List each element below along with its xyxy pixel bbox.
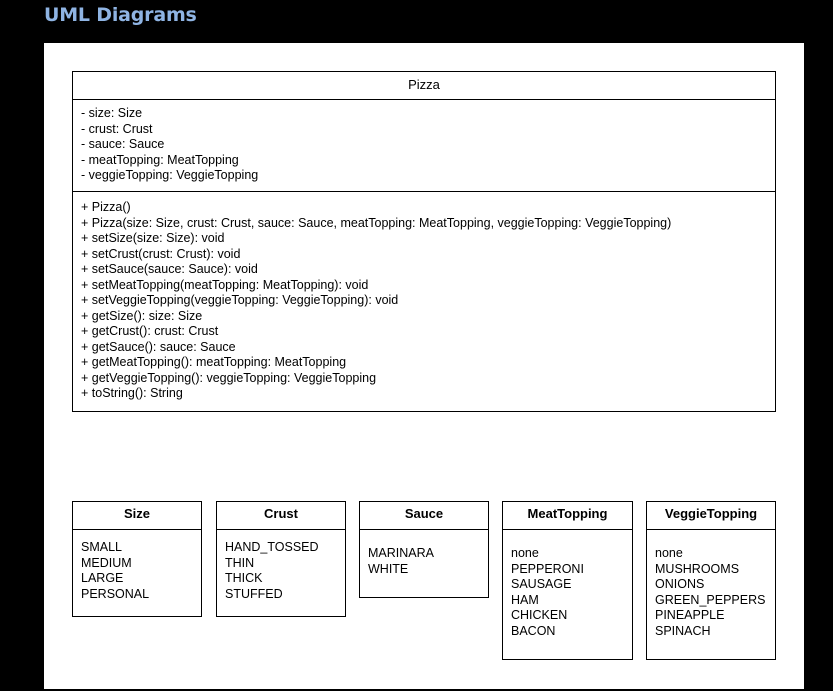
operation: + getCrust(): crust: Crust <box>81 324 219 338</box>
enum-value: THICK <box>225 571 263 585</box>
enum-name-veggie-topping: VeggieTopping <box>647 502 775 530</box>
enum-value: STUFFED <box>225 586 283 601</box>
enum-value: ONIONS <box>655 577 705 591</box>
operation: + setVeggieTopping(veggieTopping: VeggieTopping): void <box>81 293 399 307</box>
enum-value: MEDIUM <box>81 555 132 570</box>
attribute: - sauce: Sauce <box>81 137 165 151</box>
enum-value: CHICKEN <box>511 608 568 622</box>
enum-values-veggie-topping <box>647 530 775 639</box>
operation: + getSauce(): sauce: Sauce <box>81 339 236 354</box>
operation: + getVeggieTopping(): veggieTopping: VeggieTopping <box>81 370 377 385</box>
operation: + setSize(size: Size): void <box>81 231 225 245</box>
enum-value: GREEN_PEPPERS <box>655 592 766 607</box>
class-name-pizza: Pizza <box>73 72 775 100</box>
enum-value: none <box>655 546 683 560</box>
enum-value: THIN <box>225 555 255 570</box>
enum-box-veggie-topping <box>646 501 776 660</box>
attribute: - crust: Crust <box>81 121 153 136</box>
enum-name-meat-topping: MeatTopping <box>503 502 632 530</box>
enum-values-size <box>73 530 201 602</box>
enum-values-meat-topping <box>503 530 632 639</box>
operation: + toString(): String <box>81 386 183 400</box>
enum-value: SPINACH <box>655 623 711 638</box>
enum-value: BACON <box>511 623 556 638</box>
enum-value: PINEAPPLE <box>655 608 725 622</box>
enum-value: LARGE <box>81 571 124 585</box>
attribute: - veggieTopping: VeggieTopping <box>81 168 259 182</box>
enum-box-size <box>72 501 202 617</box>
enum-name-size: Size <box>73 502 201 530</box>
operation: + Pizza(size: Size, crust: Crust, sauce: Sauce, meatTopping: MeatTopping, veggieTopping: VeggieTopping) <box>81 215 672 230</box>
enum-value: SMALL <box>81 540 122 554</box>
diagram-canvas <box>44 43 804 689</box>
enum-value: none <box>511 546 539 560</box>
enum-name-sauce: Sauce <box>360 502 488 530</box>
enum-value: SAUSAGE <box>511 577 572 591</box>
operation: + setMeatTopping(meatTopping: MeatTopping): void <box>81 277 369 292</box>
enum-value: HAM <box>511 592 539 607</box>
enum-value: MARINARA <box>368 546 434 560</box>
enum-value: PEPPERONI <box>511 561 584 576</box>
operation: + getMeatTopping(): meatTopping: MeatTopping <box>81 355 347 369</box>
operation: + setSauce(sauce: Sauce): void <box>81 262 258 276</box>
enum-value: PERSONAL <box>81 586 150 601</box>
pizza-attributes <box>73 100 775 192</box>
attribute: - size: Size <box>81 106 143 120</box>
enum-values-sauce <box>360 530 488 577</box>
enum-name-crust: Crust <box>217 502 345 530</box>
page-title: UML Diagrams <box>44 4 197 26</box>
enum-value: MUSHROOMS <box>655 561 740 576</box>
operation: + getSize(): size: Size <box>81 308 203 323</box>
enum-values-crust <box>217 530 345 602</box>
enum-value: WHITE <box>368 561 409 576</box>
operation: + setCrust(crust: Crust): void <box>81 246 241 261</box>
pizza-operations <box>73 192 775 402</box>
class-box-pizza <box>72 71 776 412</box>
enum-box-crust <box>216 501 346 617</box>
enum-box-meat-topping <box>502 501 633 660</box>
operation: + Pizza() <box>81 200 131 214</box>
enum-value: HAND_TOSSED <box>225 540 319 554</box>
enum-box-sauce <box>359 501 489 598</box>
attribute: - meatTopping: MeatTopping <box>81 152 239 167</box>
